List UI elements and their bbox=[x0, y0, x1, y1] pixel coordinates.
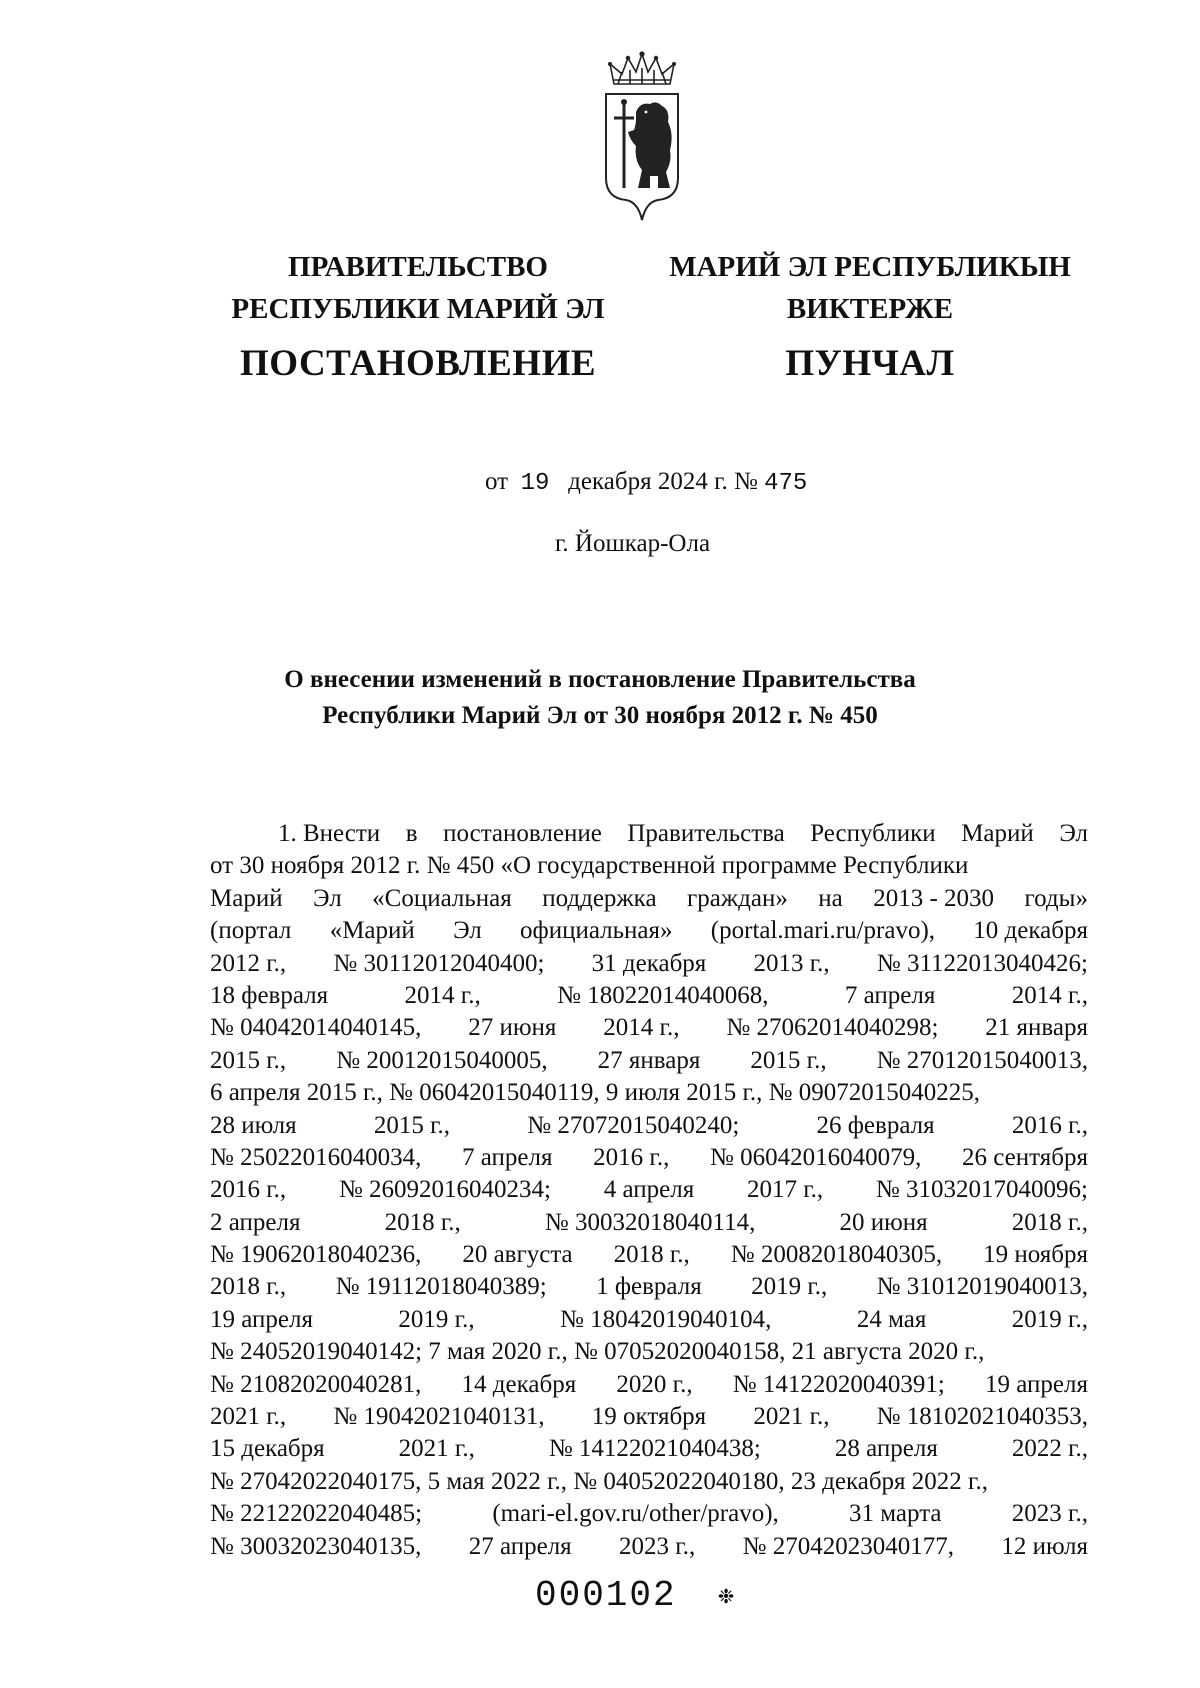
document-number: 475 bbox=[764, 470, 808, 497]
document-body bbox=[210, 818, 1088, 1563]
body-word: 2015 г., bbox=[373, 1111, 451, 1139]
body-word: Правительства bbox=[627, 820, 785, 847]
document-title bbox=[200, 662, 1000, 734]
body-line bbox=[210, 948, 1088, 980]
body-line bbox=[210, 1142, 1088, 1174]
body-word: 2020 г., bbox=[616, 1370, 693, 1398]
body-word: № 22122022040485; bbox=[210, 1500, 423, 1528]
body-word: № 30112012040400; bbox=[333, 949, 545, 977]
body-word: 15 декабря bbox=[210, 1435, 325, 1463]
body-word: 4 апреля bbox=[603, 1176, 695, 1204]
body-word: № 18102021040353, bbox=[876, 1403, 1088, 1431]
body-word: 2015 г., bbox=[750, 1046, 827, 1074]
body-word: 2013 - 2030 bbox=[873, 884, 995, 912]
body-word: 2018 г., bbox=[1011, 1208, 1088, 1236]
body-word: 24 мая bbox=[856, 1305, 927, 1333]
body-word: 28 июля bbox=[210, 1111, 297, 1139]
body-word: 2022 г., bbox=[1011, 1435, 1088, 1463]
body-word: № 14122021040438; bbox=[548, 1435, 761, 1463]
body-word: Марий bbox=[210, 884, 283, 912]
body-word: «Марий bbox=[329, 917, 415, 945]
body-word: Эл bbox=[453, 917, 482, 945]
body-word: 20 августа bbox=[462, 1241, 573, 1269]
body-word: 19 апреля bbox=[210, 1305, 313, 1333]
header-left bbox=[208, 246, 628, 388]
body-word: 2017 г., bbox=[746, 1176, 824, 1204]
body-word: 2012 г., bbox=[210, 949, 287, 977]
body-word: 6 апреля 2015 г., № 06042015040119, 9 июля 2015 г., № 09072015040225, bbox=[210, 1079, 981, 1107]
body-word: Эл bbox=[1059, 820, 1088, 847]
body-word: 2021 г., bbox=[210, 1403, 287, 1431]
body-word: 2018 г., bbox=[384, 1208, 461, 1236]
body-line bbox=[210, 1271, 1088, 1303]
body-word: № 27062014040298; bbox=[726, 1014, 939, 1042]
body-word: 31 декабря bbox=[591, 949, 707, 977]
body-word: 27 января bbox=[597, 1046, 701, 1074]
body-line bbox=[210, 883, 1088, 915]
document-city: г. Йошкар-Ола bbox=[555, 530, 711, 557]
body-word: № 20012015040005, bbox=[336, 1046, 548, 1074]
body-word: 27 июня bbox=[468, 1014, 557, 1042]
body-line bbox=[210, 1336, 1088, 1368]
body-line bbox=[210, 1369, 1088, 1401]
body-word: 7 апреля bbox=[462, 1143, 553, 1171]
body-line bbox=[210, 850, 1088, 882]
body-word: 2019 г., bbox=[1011, 1305, 1088, 1333]
body-word: № 06042016040079, bbox=[709, 1143, 922, 1171]
body-word: (portal.mari.ru/pravo), bbox=[710, 917, 936, 945]
header-left-doc-type: ПОСТАНОВЛЕНИЕ bbox=[239, 343, 597, 384]
body-word: 2023 г., bbox=[619, 1532, 696, 1560]
body-word: № 25022016040034, bbox=[210, 1143, 422, 1171]
document-date-line bbox=[485, 468, 807, 497]
body-word: Марий bbox=[961, 820, 1034, 847]
body-word: Эл bbox=[313, 884, 342, 912]
body-word: 2014 г., bbox=[404, 981, 481, 1009]
body-word: № 18022014040068, bbox=[557, 981, 769, 1009]
body-word: № 14122020040391; bbox=[732, 1370, 945, 1398]
body-line bbox=[210, 980, 1088, 1012]
body-word: поддержка bbox=[542, 884, 657, 912]
body-word: № 30032018040114, bbox=[544, 1208, 756, 1236]
body-word: № 27072015040240; bbox=[527, 1111, 740, 1139]
header-right-doc-type: ПУНЧАЛ bbox=[785, 343, 955, 384]
header-right-line1: МАРИЙ ЭЛ РЕСПУБЛИКЫН bbox=[669, 251, 1071, 283]
body-word: № 04042014040145, bbox=[210, 1014, 422, 1042]
body-line bbox=[210, 1531, 1088, 1563]
body-word: (портал bbox=[210, 917, 292, 945]
body-word: № 27012015040013, bbox=[876, 1046, 1088, 1074]
body-line bbox=[210, 1498, 1088, 1530]
header-left-line2: РЕСПУБЛИКИ МАРИЙ ЭЛ bbox=[231, 293, 605, 325]
body-line bbox=[210, 1239, 1088, 1271]
body-word: «Социальная bbox=[372, 884, 512, 912]
header-left-line1: ПРАВИТЕЛЬСТВО bbox=[288, 251, 548, 283]
body-line bbox=[210, 1207, 1088, 1239]
body-word: граждан» bbox=[687, 884, 788, 912]
body-word: 21 января bbox=[985, 1014, 1088, 1042]
body-line bbox=[210, 1012, 1088, 1044]
body-word: 27 апреля bbox=[468, 1532, 572, 1560]
body-word: 2 апреля bbox=[210, 1208, 301, 1236]
body-word: 2016 г., bbox=[1011, 1111, 1088, 1139]
body-word: 2014 г., bbox=[1011, 981, 1088, 1009]
body-word: 19 ноября bbox=[983, 1241, 1088, 1269]
body-word: на bbox=[818, 884, 843, 912]
document-title-line2: Республики Марий Эл от 30 ноября 2012 г. № 450 bbox=[322, 702, 878, 729]
body-word: 2013 г., bbox=[753, 949, 830, 977]
body-word: № 19042021040131, bbox=[333, 1403, 545, 1431]
body-word: № 27042022040175, 5 мая 2022 г., № 04052022040180, 23 декабря 2022 г., bbox=[210, 1467, 988, 1495]
body-word: 31 марта bbox=[849, 1500, 942, 1528]
document-title-line1: О внесении изменений в постановление Правительства bbox=[284, 666, 916, 693]
body-word: 19 октября bbox=[591, 1403, 707, 1431]
body-word: № 27042023040177, bbox=[742, 1532, 954, 1560]
body-word: 14 декабря bbox=[461, 1370, 577, 1398]
body-word: 2014 г., bbox=[603, 1014, 680, 1042]
body-word: (mari-el.gov.ru/other/pravo), bbox=[492, 1500, 779, 1528]
body-word: 2021 г., bbox=[398, 1435, 475, 1463]
body-word: официальная» bbox=[520, 917, 673, 945]
body-line bbox=[210, 1466, 1088, 1498]
body-word: № 31032017040096; bbox=[875, 1176, 1088, 1204]
body-word: 2016 г., bbox=[210, 1176, 287, 1204]
body-word: № 26092016040234; bbox=[338, 1176, 551, 1204]
body-word: 1. Внести bbox=[278, 820, 381, 847]
date-month-year: декабря 2024 г. № bbox=[568, 468, 758, 495]
body-word: постановление bbox=[443, 820, 602, 847]
body-word: 2019 г., bbox=[398, 1305, 475, 1333]
body-word: 26 сентября bbox=[962, 1143, 1088, 1171]
body-word: 18 февраля bbox=[210, 981, 329, 1009]
body-word: Республики bbox=[810, 820, 936, 847]
body-word: 2015 г., bbox=[210, 1046, 287, 1074]
body-line bbox=[210, 1077, 1088, 1109]
footer-serial-number: 000102 bbox=[535, 1575, 677, 1616]
header-right-line2: ВИКТЕРЖЕ bbox=[786, 293, 954, 325]
body-word: № 21082020040281, bbox=[210, 1370, 422, 1398]
body-word: 2021 г., bbox=[753, 1403, 830, 1431]
body-word: № 18042019040104, bbox=[560, 1305, 772, 1333]
body-word: № 20082018040305, bbox=[730, 1241, 943, 1269]
body-word: № 19112018040389; bbox=[335, 1273, 547, 1301]
body-line bbox=[210, 1304, 1088, 1336]
coat-of-arms-bear-icon bbox=[600, 50, 684, 224]
body-word: 28 апреля bbox=[834, 1435, 938, 1463]
date-prefix: от bbox=[485, 468, 509, 495]
body-word: от 30 ноября 2012 г. № 450 «О государственной программе Республики bbox=[210, 852, 969, 880]
footer-serial-block bbox=[535, 1575, 736, 1616]
body-word: № 30032023040135, bbox=[210, 1532, 422, 1560]
body-line bbox=[210, 915, 1088, 947]
body-word: 7 апреля bbox=[844, 981, 936, 1009]
date-day: 19 bbox=[520, 470, 550, 497]
asterisk-ornament-icon: ❉ bbox=[718, 1580, 736, 1611]
body-word: 26 февраля bbox=[816, 1111, 935, 1139]
body-word: 20 июня bbox=[839, 1208, 928, 1236]
body-line bbox=[210, 1174, 1088, 1206]
body-word: 10 декабря bbox=[973, 917, 1088, 945]
body-word: 2018 г., bbox=[613, 1241, 690, 1269]
body-line bbox=[210, 1045, 1088, 1077]
body-word: 2019 г., bbox=[751, 1273, 828, 1301]
body-word: 1 февраля bbox=[596, 1273, 702, 1301]
body-word: 19 апреля bbox=[985, 1370, 1088, 1398]
body-word: годы» bbox=[1024, 884, 1088, 912]
body-line bbox=[210, 818, 1088, 850]
body-word: 2018 г., bbox=[210, 1273, 287, 1301]
body-word: № 31122013040426; bbox=[876, 949, 1088, 977]
body-word: № 19062018040236, bbox=[210, 1241, 422, 1269]
header-right bbox=[660, 246, 1080, 388]
body-line bbox=[210, 1433, 1088, 1465]
body-word: 2016 г., bbox=[593, 1143, 670, 1171]
body-word: 2023 г., bbox=[1011, 1500, 1088, 1528]
body-line bbox=[210, 1110, 1088, 1142]
body-word: в bbox=[405, 820, 418, 847]
body-word: № 24052019040142; 7 мая 2020 г., № 07052020040158, 21 августа 2020 г., bbox=[210, 1338, 985, 1366]
body-word: 12 июля bbox=[1001, 1532, 1088, 1560]
body-word: № 31012019040013, bbox=[876, 1273, 1088, 1301]
body-line bbox=[210, 1401, 1088, 1433]
